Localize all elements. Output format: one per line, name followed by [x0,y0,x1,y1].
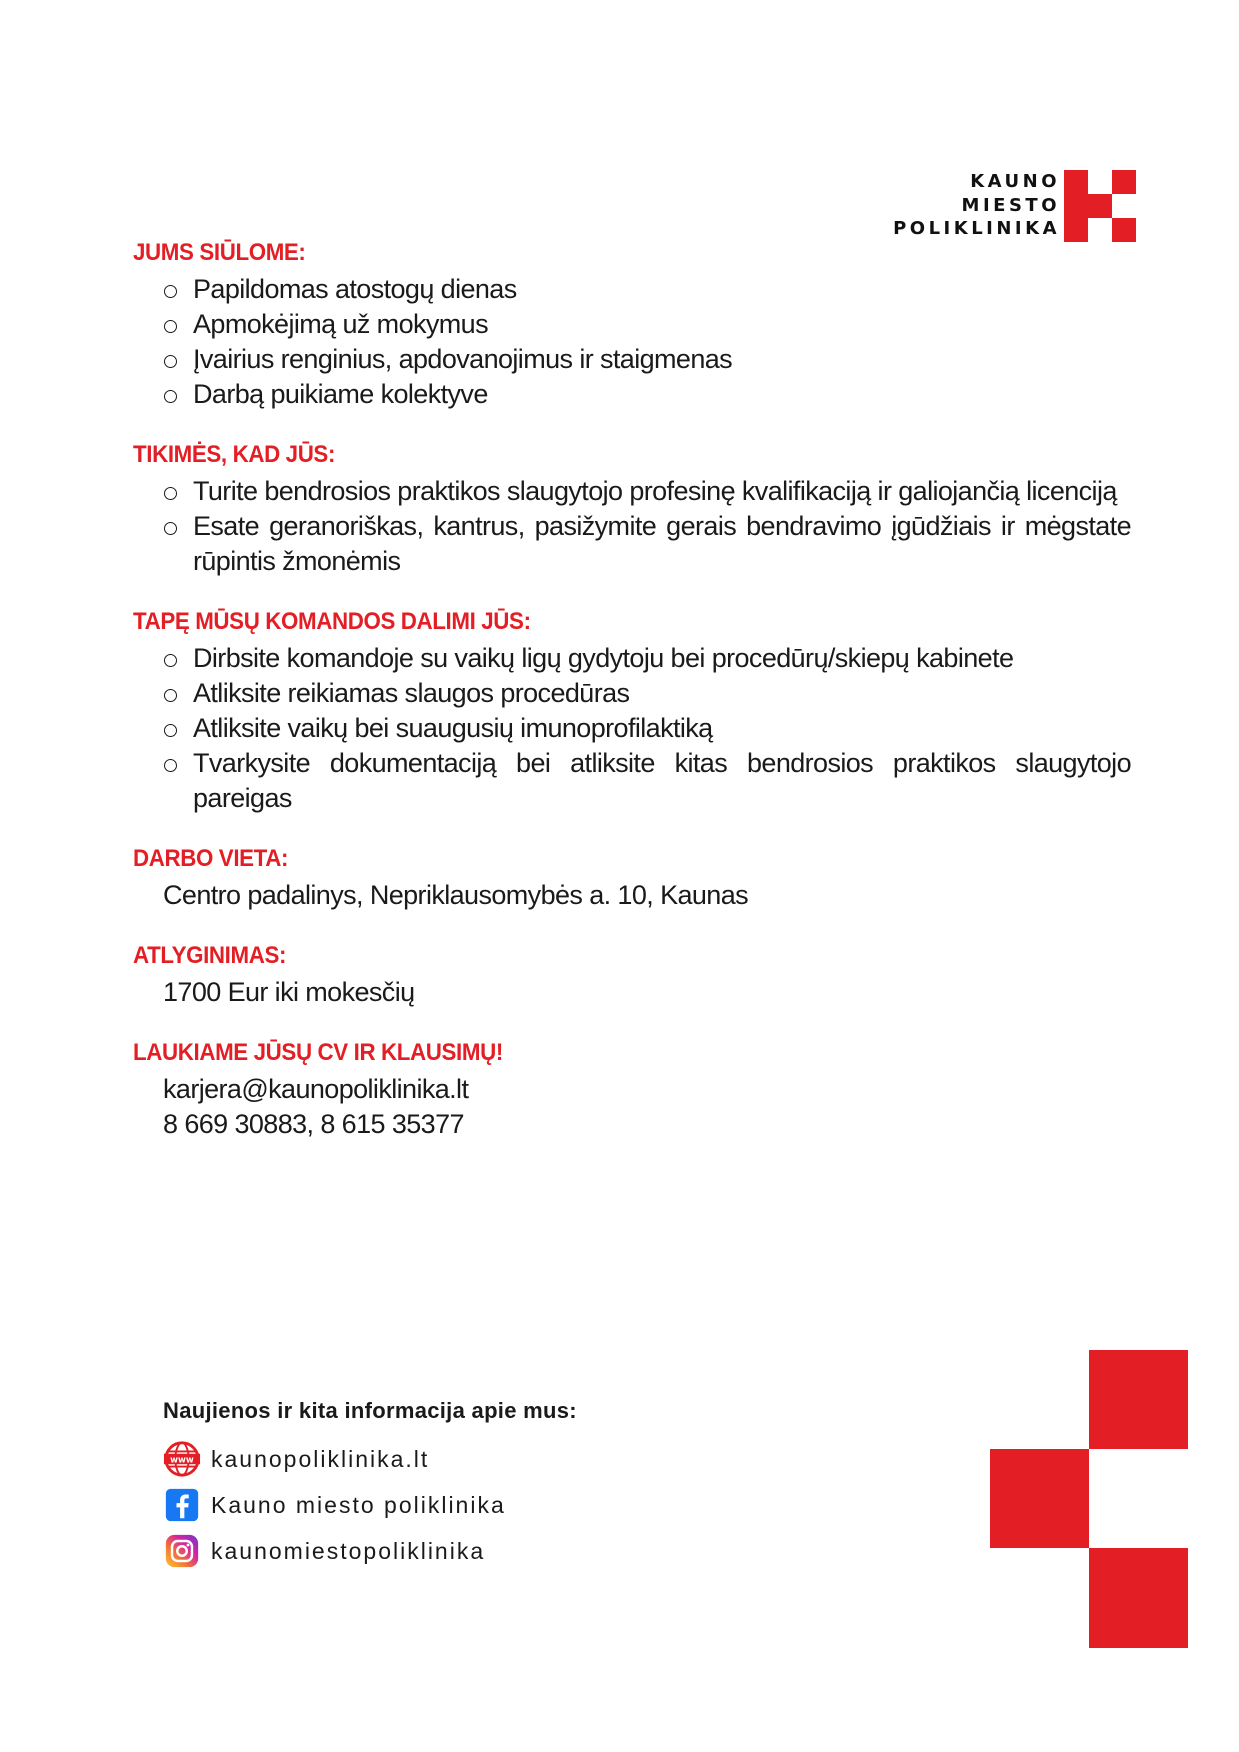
list-item [164,272,1131,307]
list-item-text: Atliksite vaikų bei suaugusių imunoprofilaktiką [193,713,713,743]
contact-email[interactable]: karjera@kaunopoliklinika.lt [163,1074,469,1104]
section-offer [133,238,1131,412]
footer-link-instagram[interactable] [163,1528,623,1574]
section-title: DARBO VIETA: [133,845,289,872]
list-item-text: Atliksite reikiamas slaugos procedūras [193,678,630,708]
website-label: kaunopoliklinika.lt [211,1445,430,1472]
section-title: TIKIMĖS, KAD JŪS: [133,441,336,468]
circle-bullet-icon [164,390,177,403]
circle-bullet-icon [164,285,177,298]
logo-mark-icon [1064,170,1136,242]
section-workplace [133,844,1131,913]
list-item [164,474,1131,509]
salary-value: 1700 Eur iki mokesčių [163,977,415,1007]
list-item [164,641,1131,676]
www-icon [163,1440,201,1478]
circle-bullet-icon [164,654,177,667]
section-duties [133,607,1131,816]
list-item-text: Darbą puikiame kolektyve [193,379,488,409]
footer-info [163,1398,623,1574]
footer-link-website[interactable] [163,1436,623,1482]
contact-phones: 8 669 30883, 8 615 35377 [163,1109,464,1139]
logo-line-2: MIESTO [961,194,1060,216]
list-item [164,509,1131,579]
section-title: JUMS SIŪLOME: [133,239,306,266]
logo-line-1: KAUNO [970,171,1060,192]
list-item [164,711,1131,746]
section-requirements [133,440,1131,579]
instagram-icon [163,1532,201,1570]
list-item [164,342,1131,377]
section-title: TAPĘ MŪSŲ KOMANDOS DALIMI JŪS: [133,608,531,635]
footer-title: Naujienos ir kita informacija apie mus: [163,1398,577,1423]
list-item [164,307,1131,342]
list-item-text: Tvarkysite dokumentaciją bei atliksite kitas bendrosios praktikos slaugytojo pareigas [193,748,1131,813]
logo-line-3: POLIKLINIKA [893,218,1060,239]
requirements-list [133,474,1131,579]
logo [893,170,1136,242]
list-item [164,746,1131,816]
list-item-text: Apmokėjimą už mokymus [193,309,488,339]
facebook-icon [163,1486,201,1524]
section-title: ATLYGINIMAS: [133,942,287,969]
list-item [164,676,1131,711]
circle-bullet-icon [164,689,177,702]
list-item-text: Įvairius renginius, apdovanojimus ir staigmenas [193,344,733,374]
circle-bullet-icon [164,487,177,500]
circle-bullet-icon [164,724,177,737]
svg-text:www: www [170,1455,194,1466]
circle-bullet-icon [164,320,177,333]
list-item-text: Turite bendrosios praktikos slaugytojo profesinę kvalifikaciją ir galiojančią licenciją [193,476,1117,506]
instagram-label: kaunomiestopoliklinika [211,1537,486,1564]
job-ad-content [133,238,1131,1170]
section-contacts [133,1038,1131,1142]
offer-list [133,272,1131,412]
workplace-address: Centro padalinys, Nepriklausomybės a. 10, Kaunas [163,880,749,910]
list-item-text: Esate geranoriškas, kantrus, pasižymite gerais bendravimo įgūdžiais ir mėgstate rūpintis žmonėmis [193,511,1131,576]
section-salary [133,941,1131,1010]
duties-list [133,641,1131,816]
list-item-text: Papildomas atostogų dienas [193,274,517,304]
footer-link-facebook[interactable] [163,1482,623,1528]
list-item-text: Dirbsite komandoje su vaikų ligų gydytoju bei procedūrų/skiepų kabinete [193,643,1014,673]
circle-bullet-icon [164,522,177,535]
circle-bullet-icon [164,355,177,368]
facebook-label: Kauno miesto poliklinika [211,1491,506,1518]
decorative-logo-squares [990,1350,1188,1648]
logo-text [893,170,1060,241]
circle-bullet-icon [164,759,177,772]
list-item [164,377,1131,412]
section-title: LAUKIAME JŪSŲ CV IR KLAUSIMŲ! [133,1039,503,1066]
